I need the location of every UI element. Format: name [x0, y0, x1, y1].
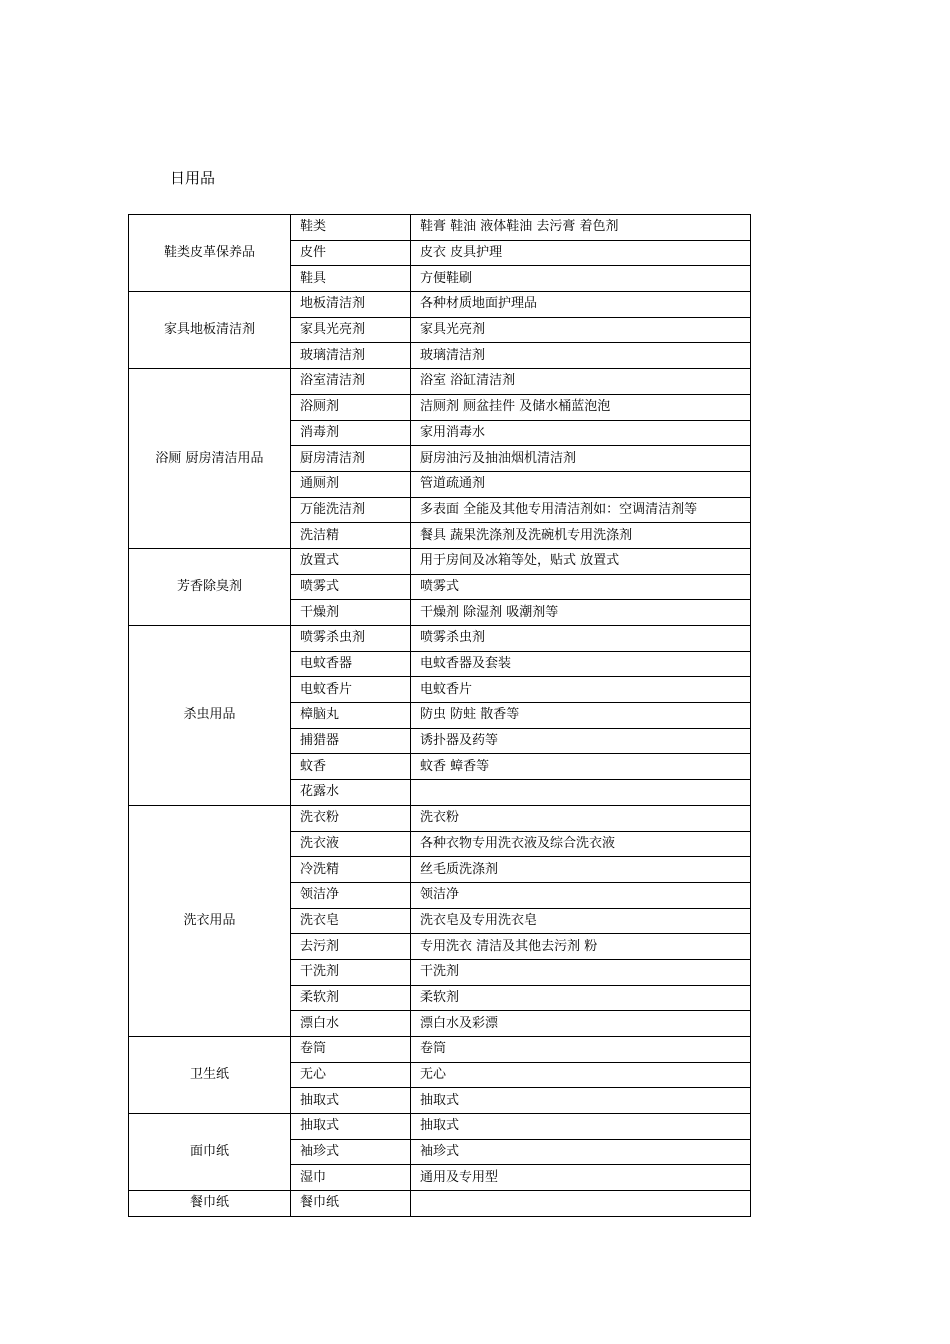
category-cell: 浴厕 厨房清洁用品 — [129, 369, 291, 549]
item-cell: 樟脑丸 — [291, 703, 411, 729]
item-cell: 花露水 — [291, 780, 411, 806]
item-cell: 地板清洁剂 — [291, 292, 411, 318]
description-cell: 丝毛质洗涤剂 — [411, 857, 751, 883]
description-cell: 无心 — [411, 1062, 751, 1088]
item-cell: 浴厕剂 — [291, 394, 411, 420]
description-cell: 皮衣 皮具护理 — [411, 240, 751, 266]
table-row — [129, 1191, 751, 1217]
description-cell: 领洁净 — [411, 882, 751, 908]
item-cell: 鞋类 — [291, 215, 411, 241]
item-cell: 鞋具 — [291, 266, 411, 292]
description-cell: 袖珍式 — [411, 1139, 751, 1165]
item-cell: 玻璃清洁剂 — [291, 343, 411, 369]
item-cell: 通厕剂 — [291, 471, 411, 497]
table-row — [129, 548, 751, 574]
item-cell: 喷雾杀虫剂 — [291, 626, 411, 652]
category-cell: 面巾纸 — [129, 1114, 291, 1191]
item-cell: 浴室清洁剂 — [291, 369, 411, 395]
description-cell: 喷雾式 — [411, 574, 751, 600]
description-cell: 专用洗衣 清洁及其他去污剂 粉 — [411, 934, 751, 960]
description-cell: 漂白水及彩漂 — [411, 1011, 751, 1037]
item-cell: 卷筒 — [291, 1037, 411, 1063]
description-cell — [411, 1191, 751, 1217]
item-cell: 餐巾纸 — [291, 1191, 411, 1217]
item-cell: 厨房清洁剂 — [291, 446, 411, 472]
item-cell: 干洗剂 — [291, 959, 411, 985]
description-cell: 干洗剂 — [411, 959, 751, 985]
product-category-table — [128, 214, 751, 1217]
description-cell: 餐具 蔬果洗涤剂及洗碗机专用洗涤剂 — [411, 523, 751, 549]
page-title: 日用品 — [170, 169, 216, 187]
item-cell: 漂白水 — [291, 1011, 411, 1037]
category-cell: 芳香除臭剂 — [129, 548, 291, 625]
item-cell: 柔软剂 — [291, 985, 411, 1011]
table-row — [129, 1114, 751, 1140]
item-cell: 捕猎器 — [291, 728, 411, 754]
item-cell: 放置式 — [291, 548, 411, 574]
table-row — [129, 369, 751, 395]
table-row — [129, 215, 751, 241]
item-cell: 消毒剂 — [291, 420, 411, 446]
description-cell: 家具光亮剂 — [411, 317, 751, 343]
description-cell: 玻璃清洁剂 — [411, 343, 751, 369]
description-cell: 卷筒 — [411, 1037, 751, 1063]
description-cell: 喷雾杀虫剂 — [411, 626, 751, 652]
item-cell: 洗衣液 — [291, 831, 411, 857]
item-cell: 袖珍式 — [291, 1139, 411, 1165]
category-cell: 家具地板清洁剂 — [129, 292, 291, 369]
item-cell: 抽取式 — [291, 1114, 411, 1140]
item-cell: 无心 — [291, 1062, 411, 1088]
description-cell: 洗衣粉 — [411, 805, 751, 831]
item-cell: 万能洗洁剂 — [291, 497, 411, 523]
item-cell: 领洁净 — [291, 882, 411, 908]
description-cell: 防虫 防蛀 散香等 — [411, 703, 751, 729]
item-cell: 电蚊香器 — [291, 651, 411, 677]
description-cell: 通用及专用型 — [411, 1165, 751, 1191]
item-cell: 家具光亮剂 — [291, 317, 411, 343]
description-cell: 诱扑器及药等 — [411, 728, 751, 754]
description-cell: 管道疏通剂 — [411, 471, 751, 497]
category-cell: 鞋类皮革保养品 — [129, 215, 291, 292]
item-cell: 蚊香 — [291, 754, 411, 780]
description-cell: 方便鞋刷 — [411, 266, 751, 292]
description-cell: 电蚊香片 — [411, 677, 751, 703]
description-cell: 柔软剂 — [411, 985, 751, 1011]
category-cell: 杀虫用品 — [129, 626, 291, 806]
item-cell: 湿巾 — [291, 1165, 411, 1191]
description-cell: 厨房油污及抽油烟机清洁剂 — [411, 446, 751, 472]
description-cell: 家用消毒水 — [411, 420, 751, 446]
item-cell: 喷雾式 — [291, 574, 411, 600]
description-cell: 鞋膏 鞋油 液体鞋油 去污膏 着色剂 — [411, 215, 751, 241]
description-cell: 各种衣物专用洗衣液及综合洗衣液 — [411, 831, 751, 857]
item-cell: 洗衣粉 — [291, 805, 411, 831]
item-cell: 冷洗精 — [291, 857, 411, 883]
description-cell: 抽取式 — [411, 1088, 751, 1114]
table-row — [129, 292, 751, 318]
description-cell: 各种材质地面护理品 — [411, 292, 751, 318]
item-cell: 抽取式 — [291, 1088, 411, 1114]
description-cell: 蚊香 蟑香等 — [411, 754, 751, 780]
item-cell: 洗衣皂 — [291, 908, 411, 934]
description-cell: 洗衣皂及专用洗衣皂 — [411, 908, 751, 934]
item-cell: 洗洁精 — [291, 523, 411, 549]
description-cell — [411, 780, 751, 806]
item-cell: 皮件 — [291, 240, 411, 266]
item-cell: 电蚊香片 — [291, 677, 411, 703]
category-cell: 餐巾纸 — [129, 1191, 291, 1217]
table-body — [129, 215, 751, 1217]
category-cell: 卫生纸 — [129, 1037, 291, 1114]
table-row — [129, 626, 751, 652]
table-row — [129, 1037, 751, 1063]
description-cell: 用于房间及冰箱等处，贴式 放置式 — [411, 548, 751, 574]
item-cell: 去污剂 — [291, 934, 411, 960]
description-cell: 浴室 浴缸清洁剂 — [411, 369, 751, 395]
category-cell: 洗衣用品 — [129, 805, 291, 1036]
description-cell: 抽取式 — [411, 1114, 751, 1140]
description-cell: 电蚊香器及套装 — [411, 651, 751, 677]
table-row — [129, 805, 751, 831]
description-cell: 多表面 全能及其他专用清洁剂如：空调清洁剂等 — [411, 497, 751, 523]
description-cell: 洁厕剂 厕盆挂件 及储水桶蓝泡泡 — [411, 394, 751, 420]
description-cell: 干燥剂 除湿剂 吸潮剂等 — [411, 600, 751, 626]
item-cell: 干燥剂 — [291, 600, 411, 626]
